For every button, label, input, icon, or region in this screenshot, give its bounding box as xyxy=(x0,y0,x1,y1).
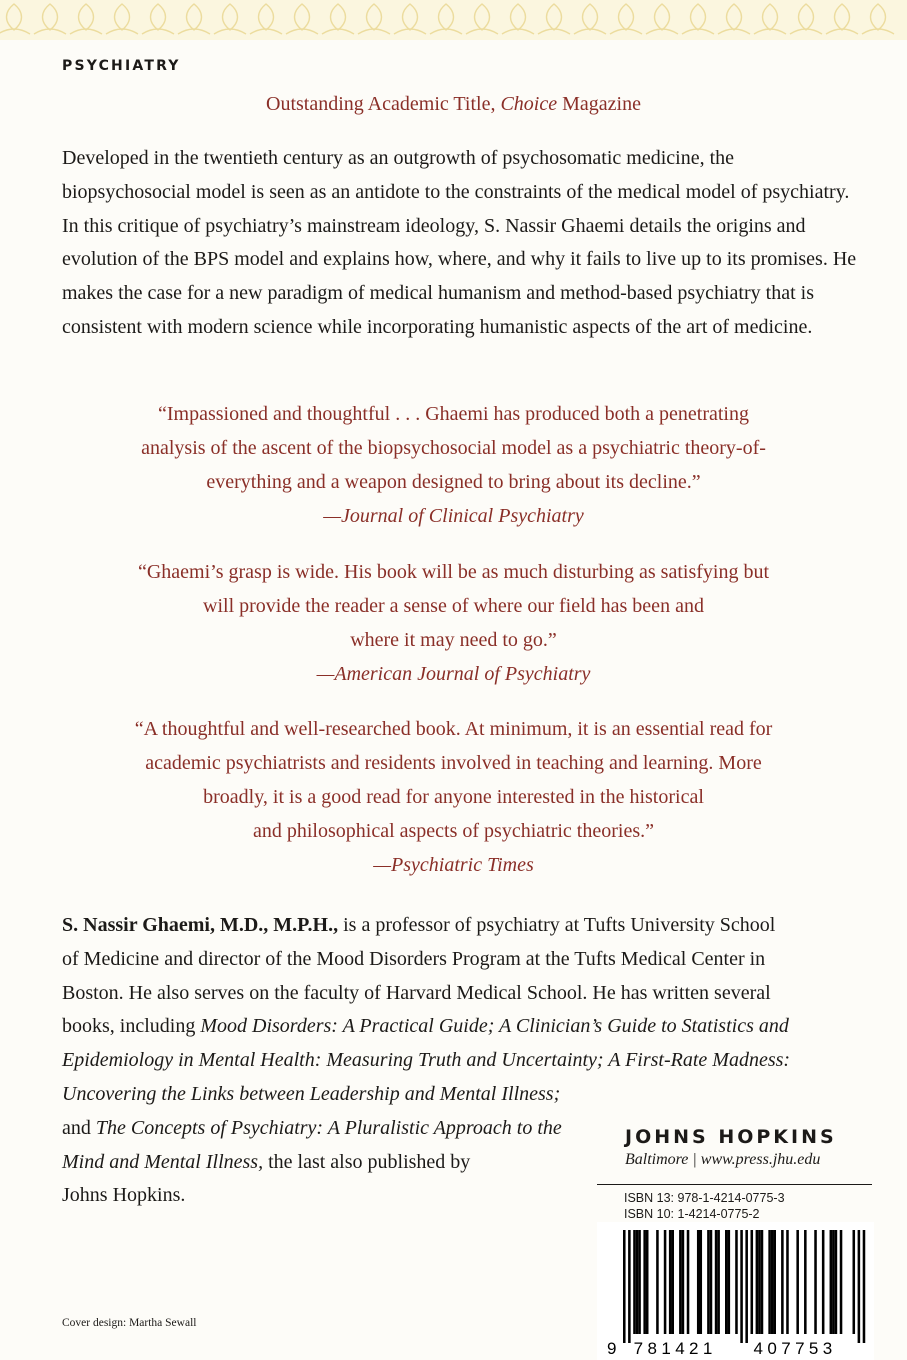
barcode-bar xyxy=(628,1230,631,1343)
barcode-bar xyxy=(745,1230,748,1343)
book-description: Developed in the twentieth century as an outgrowth of psychosomatic medicine, the biopsychosocial model is seen as an antidote to the constraints of the medical model of psychiatry. In this critique of psychiatry’s mainstream ideology, S. Nassir Ghaemi details the origins and evolution of the BPS model and explains how, where, and why it fails to live up to its promises. He makes the case for a new paradigm of medical humanism and method-based psychiatry that is consistent with modern science while incorporating humanistic aspects of the art of medicine. xyxy=(62,147,857,338)
barcode-bar xyxy=(633,1230,636,1334)
publisher-name: JOHNS HOPKINS xyxy=(625,1126,837,1148)
barcode-bar xyxy=(858,1230,861,1343)
quote-line: broadly, it is a good read for anyone interested in the historical xyxy=(203,786,704,808)
barcode-bar xyxy=(679,1230,682,1334)
isbn-13: ISBN 13: 978-1-4214-0775-3 xyxy=(624,1191,785,1205)
barcode-bar xyxy=(735,1230,738,1334)
barcode-bar xyxy=(646,1230,649,1334)
barcode-bar xyxy=(725,1230,728,1334)
decorative-border xyxy=(0,0,907,40)
publisher-location: Baltimore | www.press.jhu.edu xyxy=(625,1151,821,1168)
category-label: PSYCHIATRY xyxy=(62,58,181,74)
barcode-bar xyxy=(796,1230,799,1334)
barcode-bar xyxy=(682,1230,685,1334)
barcode-digits: 9 xyxy=(607,1339,621,1358)
cover-credit: Cover design: Martha Sewall xyxy=(62,1317,197,1329)
barcode-bar xyxy=(638,1230,641,1334)
barcode-bar xyxy=(863,1230,866,1343)
quote-line: and philosophical aspects of psychiatric theories.” xyxy=(253,820,654,842)
quote-line: academic psychiatrists and residents involved in teaching and learning. More xyxy=(145,752,762,774)
barcode-bar xyxy=(636,1230,639,1334)
barcode-bar xyxy=(756,1230,759,1334)
barcode-bar xyxy=(728,1230,731,1334)
review-quote-1 xyxy=(0,397,907,533)
quote-line: “Ghaemi’s grasp is wide. His book will be as much disturbing as satisfying but xyxy=(137,561,770,583)
barcode-bar xyxy=(623,1230,626,1343)
award-line: Outstanding Academic Title, Choice Magazine xyxy=(266,93,641,115)
barcode-bar xyxy=(773,1230,776,1334)
quote-line: “A thoughtful and well-researched book. At minimum, it is an essential read for xyxy=(134,718,773,740)
barcode-bar xyxy=(761,1230,764,1334)
isbn-10: ISBN 10: 1-4214-0775-2 xyxy=(624,1207,760,1221)
barcode-bar xyxy=(751,1230,754,1334)
barcode-bar xyxy=(710,1230,713,1334)
barcode-bar xyxy=(758,1230,761,1334)
barcode-bar xyxy=(671,1230,674,1334)
barcode-digits: 407753 xyxy=(753,1339,837,1358)
quote-line: everything and a weapon designed to bring about its decline.” xyxy=(206,471,701,493)
author-name: S. Nassir Ghaemi, M.D., M.P.H., xyxy=(62,914,339,936)
barcode-bar xyxy=(664,1230,667,1334)
barcode-bar xyxy=(830,1230,833,1334)
barcode-bar xyxy=(822,1230,825,1334)
barcode-bar xyxy=(700,1230,703,1334)
barcode-bar xyxy=(835,1230,838,1334)
barcode-bar xyxy=(771,1230,774,1334)
barcode-bar xyxy=(781,1230,784,1334)
barcode-bar xyxy=(814,1230,817,1334)
quote-line: will provide the reader a sense of where our field has been and xyxy=(203,595,704,617)
quote-source: —Journal of Clinical Psychiatry xyxy=(323,505,584,527)
barcode-bar xyxy=(715,1230,718,1334)
barcode-bar xyxy=(687,1230,690,1334)
quote-source: —American Journal of Psychiatry xyxy=(316,663,591,685)
barcode-bar xyxy=(853,1230,856,1334)
divider xyxy=(597,1184,872,1185)
review-quote-3 xyxy=(0,712,907,882)
barcode-bar xyxy=(786,1230,789,1334)
quote-line: where it may need to go.” xyxy=(350,629,557,651)
barcode xyxy=(597,1222,874,1360)
review-quote-2 xyxy=(0,555,907,691)
barcode-bar xyxy=(717,1230,720,1334)
quote-line: “Impassioned and thoughtful . . . Ghaemi has produced both a penetrating xyxy=(158,403,749,425)
barcode-bar xyxy=(832,1230,835,1334)
barcode-bar xyxy=(697,1230,700,1334)
barcode-bar xyxy=(840,1230,843,1334)
barcode-bar xyxy=(656,1230,659,1334)
barcode-bar xyxy=(804,1230,807,1334)
barcode-bar xyxy=(643,1230,646,1334)
quote-source: —Psychiatric Times xyxy=(373,854,534,876)
barcode-digits: 781421 xyxy=(633,1339,717,1358)
author-bio: S. Nassir Ghaemi, M.D., M.P.H., is a professor of psychiatry at Tufts University School of Medicine and director of the Mood Disorders Program at the Tufts Medical Center in Boston. He also serves on the faculty of Harvard Medical School. He has written several books, including Mood Disorders: A Practical Guide; A Clinician’s Guide to Statistics and Epidemiology in Mental Health: Measuring Truth and Uncertainty; A First-Rate Madness: Uncovering the Links between Leadership and Mental Illness; and The Concepts of Psychiatry: A Pluralistic Approach to the Mind and Mental Illness, the last also published by Johns Hopkins. xyxy=(62,914,791,1207)
barcode-bar xyxy=(669,1230,672,1334)
barcode-bar xyxy=(768,1230,771,1334)
barcode-graphic xyxy=(597,1222,874,1360)
quote-line: analysis of the ascent of the biopsychosocial model as a psychiatric theory-of- xyxy=(141,437,766,459)
barcode-bar xyxy=(740,1230,743,1343)
barcode-bar xyxy=(707,1230,710,1334)
publisher-logo xyxy=(625,1126,875,1169)
